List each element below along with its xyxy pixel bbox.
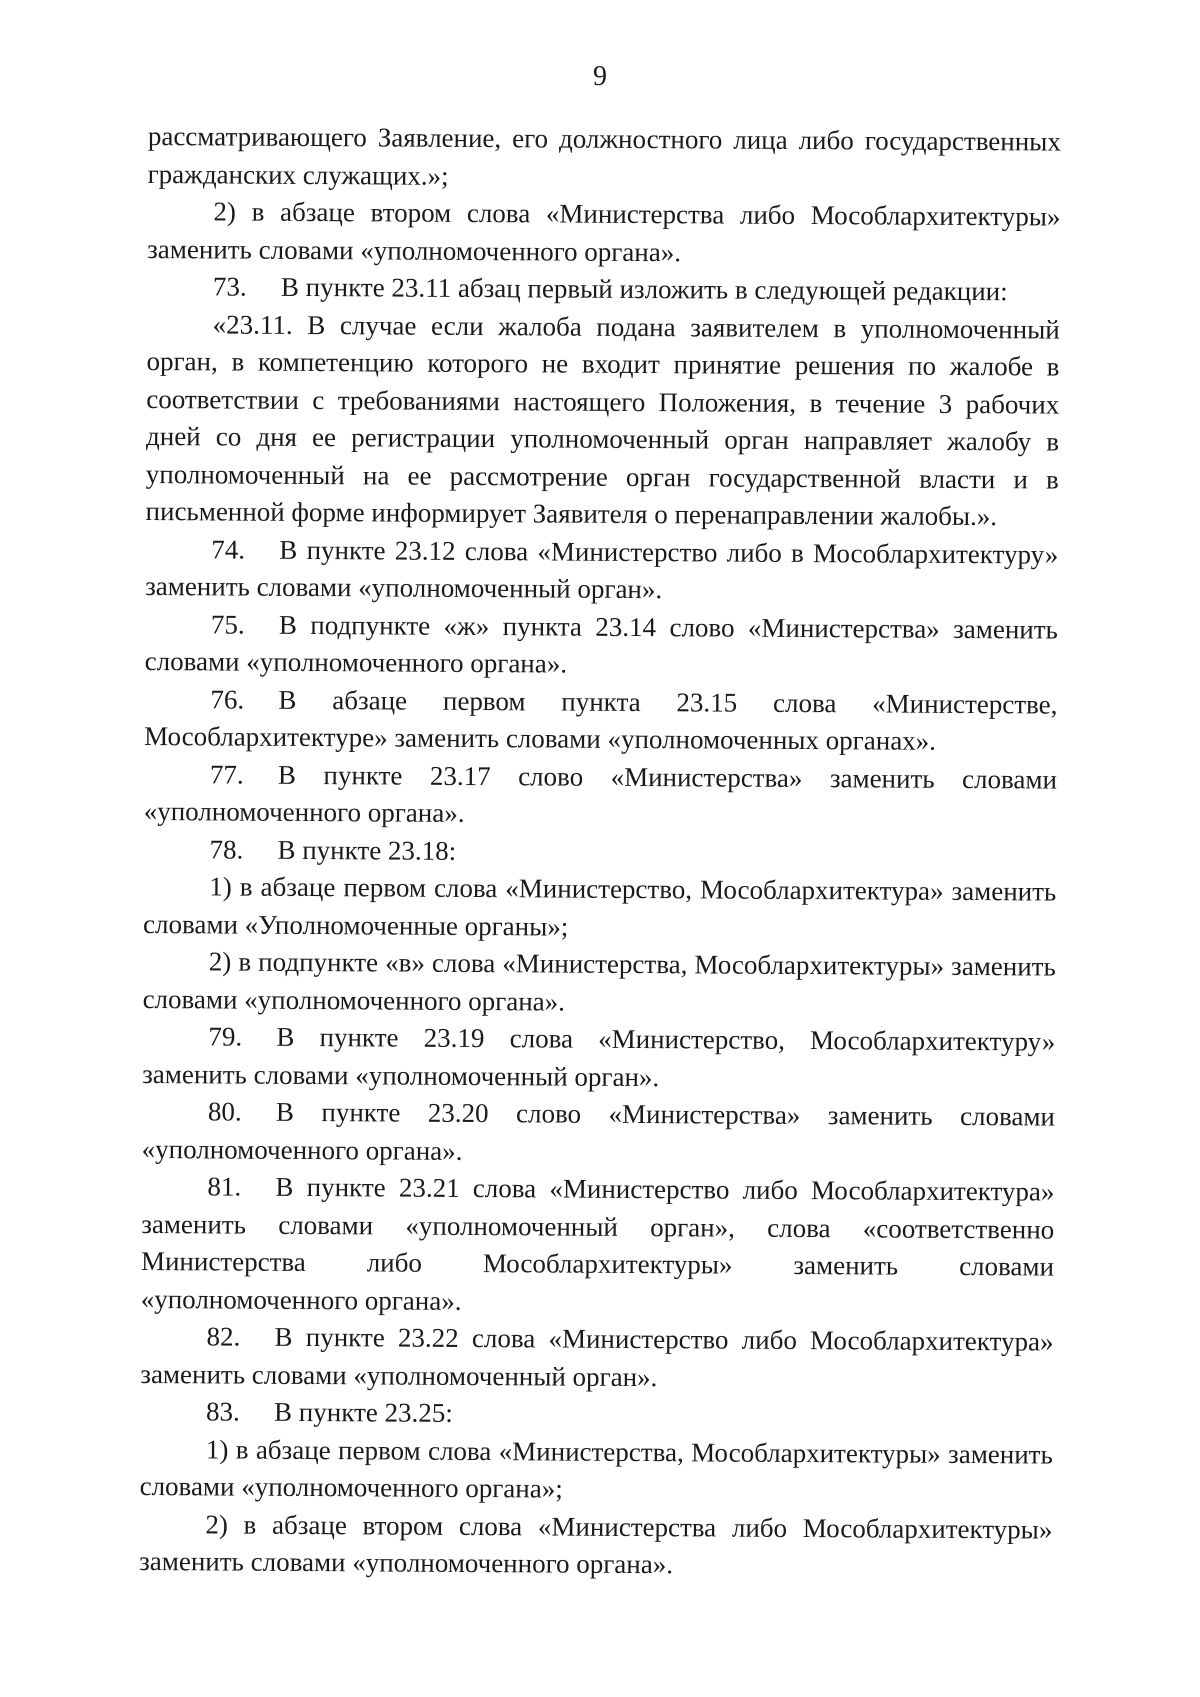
numbered-paragraph xyxy=(144,680,1057,761)
numbered-paragraph xyxy=(143,830,1056,873)
numbered-paragraph xyxy=(142,1093,1055,1174)
paragraph-text: В пункте 23.25: xyxy=(274,1396,453,1428)
paragraph-text: «23.11. В случае если жалоба подана заявителем в уполномоченный орган, в компетенцию которого не входит принятие решения по жалобе в соответствии с требованиями настоящего Положения, в течение 3 рабочих дней со дня ее регистрации уполномоченный орган направляет жалобу в уполномоченный на ее рассмотрение орган государственной власти и в письменной форме информирует Заявителя о перенаправлении жалобы.». xyxy=(145,308,1060,532)
numbered-paragraph xyxy=(140,1393,1053,1436)
numbered-paragraph xyxy=(144,755,1057,836)
paragraph-text: В пункте 23.12 слова «Министерство либо в Мособлархитектуру» заменить словами «уполномоченный орган». xyxy=(145,534,1059,605)
numbered-paragraph xyxy=(145,605,1058,686)
paragraph-number: 80. xyxy=(207,1096,242,1127)
paragraph xyxy=(145,305,1059,536)
paragraph-text: В пункте 23.19 слова «Министерство, Мособлархитектуру» заменить словами «уполномоченный орган». xyxy=(142,1021,1056,1092)
numbered-paragraph xyxy=(141,1168,1055,1324)
paragraph-number: 76. xyxy=(210,683,245,715)
paragraph-number: 78. xyxy=(209,833,244,865)
paragraph xyxy=(143,943,1056,1024)
paragraph-text: 2) в абзаце втором слова «Министерства либо Мособлархитектуры» заменить словами «уполномоченного органа». xyxy=(147,196,1061,267)
paragraph-text: 2) в подпункте «в» слова «Министерства, Мособлархитектуры» заменить словами «уполномоченного органа». xyxy=(142,946,1056,1017)
paragraph xyxy=(148,118,1061,199)
numbered-paragraph xyxy=(145,530,1058,611)
paragraph-text: В пункте 23.22 слова «Министерство либо Мособлархитектура» заменить словами «уполномоченный орган». xyxy=(140,1321,1054,1392)
paragraph-text: 2) в абзаце втором слова «Министерства либо Мособлархитектуры» заменить словами «уполномоченного органа». xyxy=(139,1508,1053,1580)
paragraph-number: 82. xyxy=(206,1321,241,1352)
paragraph-text: 1) в абзаце первом слова «Министерство, Мособлархитектура» заменить словами «Уполномоченные органы»; xyxy=(142,871,1057,942)
numbered-paragraph xyxy=(142,1018,1055,1099)
paragraph-number: 77. xyxy=(209,758,244,790)
paragraph-text: В пункте 23.20 слово «Министерства» заменить словами «уполномоченного органа». xyxy=(141,1096,1056,1166)
paragraph-number: 75. xyxy=(210,608,245,640)
paragraph-number: 74. xyxy=(211,533,246,565)
paragraph-text: В пункте 23.18: xyxy=(277,834,457,866)
paragraph-text: В пункте 23.21 слова «Министерство либо Мособлархитектура» заменить словами «уполномоченный орган», слова «соответственно Министерства либо Мособлархитектуры» заменить словами «уполномоченного органа». xyxy=(140,1171,1055,1316)
paragraph xyxy=(143,868,1056,949)
paragraph-number: 83. xyxy=(206,1396,240,1427)
numbered-paragraph xyxy=(140,1318,1053,1399)
paragraph-text: В подпункте «ж» пункта 23.14 слово «Министерства» заменить словами «уполномоченного органа». xyxy=(144,609,1058,679)
document-body xyxy=(139,118,1061,1586)
paragraph xyxy=(139,1505,1052,1586)
paragraph-text: В абзаце первом пункта 23.15 слова «Министерстве, Мособлархитектуре» заменить словами «уполномоченных органах». xyxy=(144,684,1058,756)
paragraph xyxy=(140,1430,1053,1511)
paragraph-number: 79. xyxy=(208,1021,243,1052)
numbered-paragraph xyxy=(147,268,1060,311)
paragraph-text: рассматривающего Заявление, его должностного лица либо государственных гражданских служащих.»; xyxy=(147,120,1061,191)
paragraph-text: 1) в абзаце первом слова «Министерства, Мособлархитектуры» заменить словами «уполномоченного органа»; xyxy=(139,1433,1053,1504)
paragraph-text: В пункте 23.17 слово «Министерства» заменить словами «уполномоченного органа». xyxy=(143,759,1058,828)
paragraph-number: 81. xyxy=(207,1171,242,1202)
page-number: 9 xyxy=(593,61,607,92)
paragraph xyxy=(147,193,1060,274)
paragraph-number: 73. xyxy=(212,271,247,302)
paragraph-text: В пункте 23.11 абзац первый изложить в следующей редакции: xyxy=(280,271,1008,307)
